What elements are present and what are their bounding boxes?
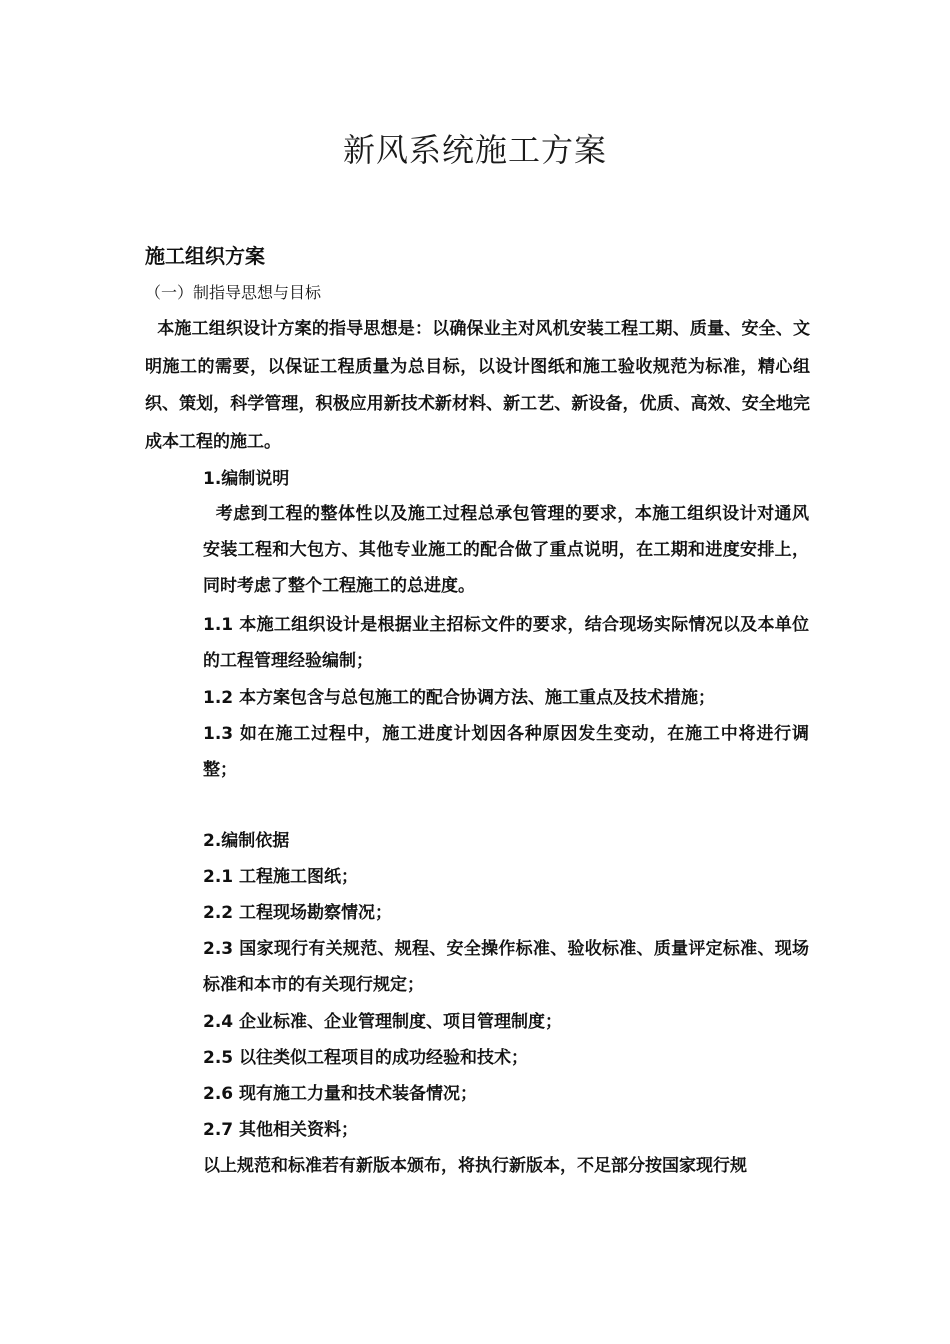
item2-sub-2-3: 2.3 国家现行有关规范、规程、安全操作标准、验收标准、质量评定标准、现场标准和本市的有关现行规定； bbox=[203, 939, 809, 995]
item2-sub-2-5: 2.5 以往类似工程项目的成功经验和技术； bbox=[203, 1048, 529, 1068]
item2-heading: 2.编制依据 bbox=[203, 831, 290, 851]
item1-sub-1-3: 1.3 如在施工过程中，施工进度计划因各种原因发生变动，在施工中将进行调整； bbox=[203, 724, 809, 780]
item1-description: 考虑到工程的整体性以及施工过程总承包管理的要求，本施工组织设计对通风安装工程和大包方、其他专业施工的配合做了重点说明，在工期和进度安排上，同时考虑了整个工程施工的总进度。 bbox=[203, 504, 809, 596]
item1-heading: 1.编制说明 bbox=[203, 469, 290, 489]
item1-sub-1-1: 1.1 本施工组织设计是根据业主招标文件的要求，结合现场实际情况以及本单位的工程管理经验编制； bbox=[203, 615, 809, 671]
item1-sub-1-2: 1.2 本方案包含与总包施工的配合协调方法、施工重点及技术措施； bbox=[203, 688, 716, 708]
document-title: 新风系统施工方案 bbox=[342, 131, 607, 169]
section-heading: 施工组织方案 bbox=[145, 244, 265, 268]
item2-sub-2-7: 2.7 其他相关资料； bbox=[203, 1120, 359, 1140]
subsection-heading: （一）制指导思想与目标 bbox=[145, 283, 322, 302]
item2-sub-2-4: 2.4 企业标准、企业管理制度、项目管理制度； bbox=[203, 1012, 563, 1032]
intro-paragraph: 本施工组织设计方案的指导思想是：以确保业主对风机安装工程工期、质量、安全、文明施工的需要，以保证工程质量为总目标，以设计图纸和施工验收规范为标准，精心组织、策划，科学管理，积极应用新技术新材料、新工艺、新设备，优质、高效、安全地完成本工程的施工。 bbox=[145, 319, 811, 452]
item2-sub-2-6: 2.6 现有施工力量和技术装备情况； bbox=[203, 1084, 478, 1104]
item2-sub-2-1: 2.1 工程施工图纸； bbox=[203, 867, 359, 887]
item2-sub-2-2: 2.2 工程现场勘察情况； bbox=[203, 903, 393, 923]
item2-closing: 以上规范和标准若有新版本颁布，将执行新版本，不足部分按国家现行规 bbox=[203, 1156, 747, 1176]
